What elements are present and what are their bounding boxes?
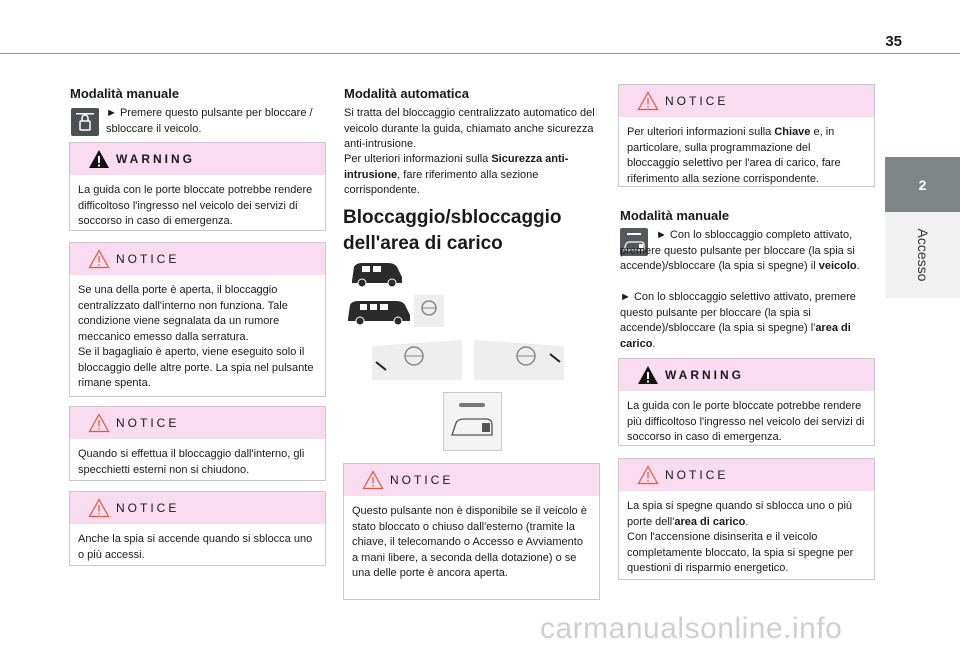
notice-triangle-icon	[88, 249, 110, 269]
notice-box-col2	[343, 463, 600, 600]
notice-box-3	[69, 491, 326, 566]
lock-button-icon	[71, 108, 99, 136]
notice-triangle-icon	[637, 91, 659, 111]
warning-text: La guida con le porte bloccate potrebbe rendere difficoltoso l'ingresso nel veicolo dei servizi di soccorso in caso di emergenza.	[78, 184, 313, 227]
chapter-tab-number[interactable]: 2	[885, 157, 960, 212]
notice-box-1	[69, 242, 326, 397]
notice-triangle-icon	[88, 498, 110, 518]
notice-title: NOTICE	[116, 252, 180, 266]
warning-triangle-icon	[637, 365, 659, 385]
watermark: carmanualsonline.info	[540, 612, 843, 645]
col1-intro: ► Premere questo pulsante per bloccare / sbloccare il veicolo.	[106, 107, 313, 135]
col2-para1: Si tratta del bloccaggio centralizzato automatico del veicolo durante la guida, chiamato anche sicurezza anti-intrusione.	[344, 107, 595, 150]
notice-triangle-icon	[362, 470, 384, 490]
page-number: 35	[885, 33, 902, 50]
notice-box-col3-1	[618, 84, 875, 187]
section-title-line2: dell'area di carico	[343, 233, 503, 254]
col3-heading: Modalità manuale	[620, 208, 730, 223]
notice-text: La spia si spegne quando si sblocca uno o più porte dell'area di carico. Con l'accensione disinserita e il veicolo completamente bloccato, la spia si spegne per questioni di risparmio energetico.	[627, 500, 854, 574]
van-illustrations	[340, 255, 470, 335]
warning-title: WARNING	[665, 368, 744, 382]
notice-text: Questo pulsante non è disponibile se il veicolo è stato bloccato o chiuso dall'esterno (tramite la chiave, il telecomando o Accesso e Avviamento a mani libere, a seconda della dotazione) o se una delle porte è ancora aperta.	[352, 505, 587, 579]
notice-triangle-icon	[88, 413, 110, 433]
cargo-lock-button-icon	[443, 392, 502, 451]
col1-heading: Modalità manuale	[70, 86, 180, 101]
notice-title: NOTICE	[116, 416, 180, 430]
notice-box-2	[69, 406, 326, 481]
notice-triangle-icon	[637, 465, 659, 485]
notice-box-col3-2	[618, 458, 875, 580]
col3-para1: ► Con lo sbloccaggio completo attivato, premere questo pulsante per bloccare (la spia si accende)/sbloccare (la spia si spegne) il veicolo.	[620, 229, 860, 272]
header-rule	[0, 53, 960, 54]
warning-box-1	[69, 142, 326, 231]
notice-title: NOTICE	[665, 94, 729, 108]
section-title-line1: Bloccaggio/sbloccaggio	[343, 207, 562, 228]
warning-box-col3	[618, 358, 875, 446]
notice-title: NOTICE	[116, 501, 180, 515]
warning-title: WARNING	[116, 152, 195, 166]
notice-text: Per ulteriori informazioni sulla Chiave e, in particolare, sulla programmazione del bloccaggio selettivo per l'area di carico, fare riferimento alla sezione corrispondente.	[627, 126, 841, 185]
col3-para2: ► Con lo sbloccaggio selettivo attivato, premere questo pulsante per bloccare (la spia si accende)/sbloccare (la spia si spegne) l'area di carico.	[620, 291, 856, 350]
col2-heading: Modalità automatica	[344, 86, 469, 101]
chapter-tab-label[interactable]	[885, 212, 960, 298]
notice-text: Quando si effettua il bloccaggio dall'interno, gli specchietti esterni non si chiudono.	[78, 448, 305, 476]
chapter-label-text: Accesso	[915, 228, 931, 282]
notice-title: NOTICE	[390, 473, 454, 487]
col2-para2: Per ulteriori informazioni sulla Sicurezza anti-intrusione, fare riferimento alla sezione corrispondente.	[344, 153, 569, 196]
interior-door-illustrations	[368, 336, 568, 384]
notice-text: Se una della porte è aperta, il bloccaggio centralizzato dall'interno non funziona. Tale condizione viene segnalata da un rumore meccanico emesso dalla serratura. Se il bagagliaio è aperto, viene eseguito solo il bloccaggio delle altre porte. La spia nel pulsante rimane spenta.	[78, 284, 314, 389]
notice-title: NOTICE	[665, 468, 729, 482]
section-title	[343, 205, 603, 257]
warning-triangle-icon	[88, 149, 110, 169]
notice-text: Anche la spia si accende quando si sblocca uno o più accessi.	[78, 533, 313, 561]
warning-text: La guida con le porte bloccate potrebbe rendere più difficoltoso l'ingresso nel veicolo dei servizi di soccorso in caso di emergenza.	[627, 400, 865, 443]
